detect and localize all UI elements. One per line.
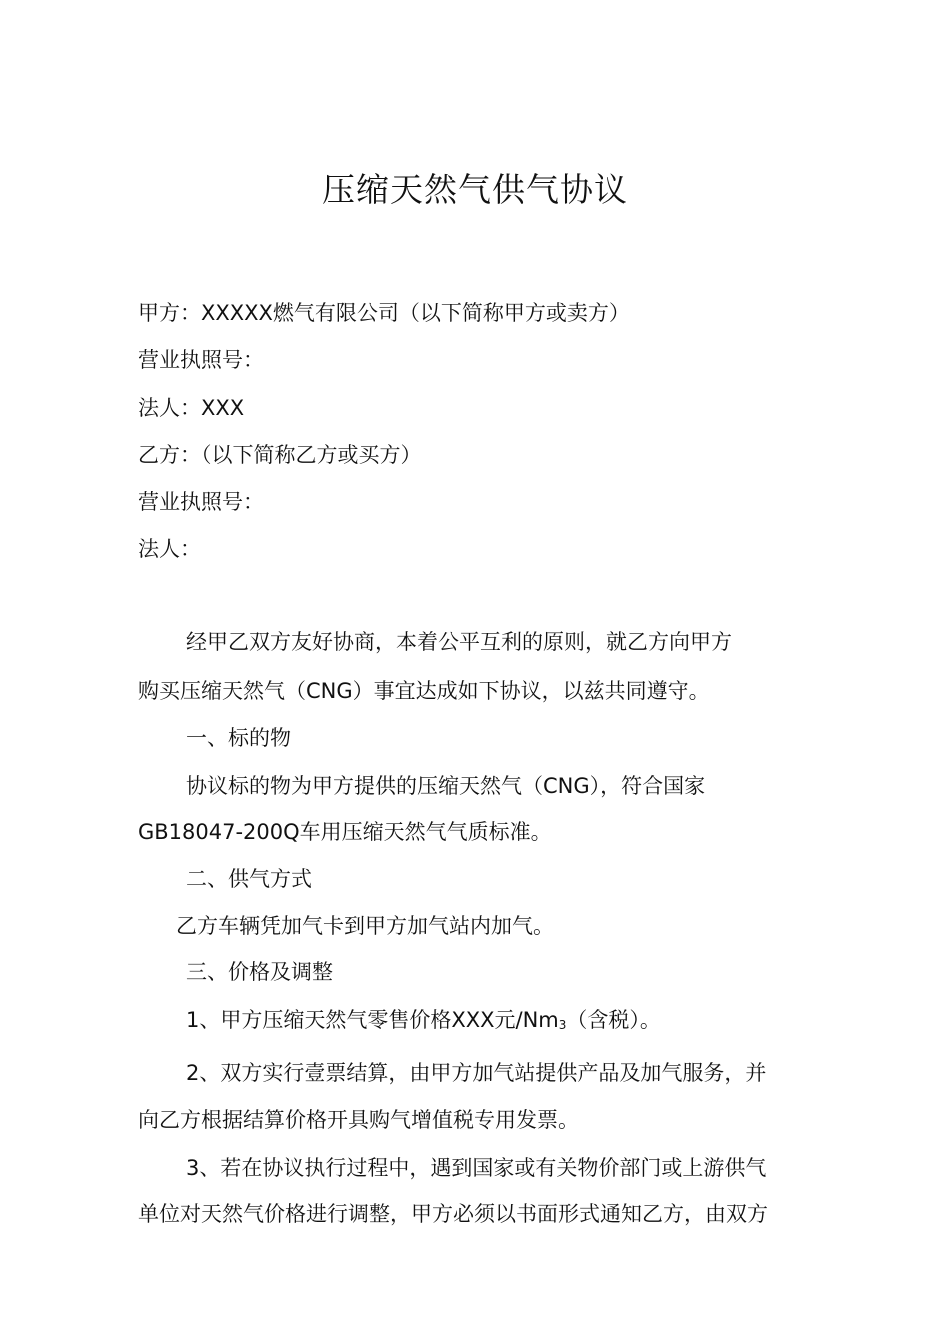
section-3-item-2-line-2: 向乙方根据结算价格开具购气增值税专用发票。 xyxy=(138,1108,579,1132)
party-b-license-line: 营业执照号： xyxy=(138,490,264,514)
section-2-heading: 二、供气方式 xyxy=(186,867,312,891)
unit-subscript: 3 xyxy=(558,1018,567,1032)
section-1-paragraph-line-2: GB18047-200Q车用压缩天然气气质标准。 xyxy=(138,820,552,844)
section-3-item-1-text: 1、甲方压缩天然气零售价格XXX元/Nm xyxy=(186,1008,559,1032)
section-3-item-3-line-2: 单位对天然气价格进行调整，甲方必须以书面形式通知乙方，由双方 xyxy=(138,1202,768,1226)
section-3-heading: 三、价格及调整 xyxy=(186,960,333,984)
section-3-item-1 xyxy=(186,1005,661,1038)
section-3-item-3-line-1: 3、若在协议执行过程中，遇到国家或有关物价部门或上游供气 xyxy=(186,1156,767,1180)
section-1-paragraph-line-1: 协议标的物为甲方提供的压缩天然气（CNG），符合国家 xyxy=(186,774,706,798)
party-b-line: 乙方：（以下简称乙方或买方） xyxy=(138,443,422,467)
party-a-line: 甲方：XXXXX燃气有限公司（以下简称甲方或卖方） xyxy=(138,301,630,325)
party-b-legal-line: 法人： xyxy=(138,537,201,561)
section-1-heading: 一、标的物 xyxy=(186,726,291,750)
party-a-legal-line: 法人：XXX xyxy=(138,396,245,420)
party-a-license-line: 营业执照号： xyxy=(138,348,264,372)
intro-paragraph-line-1: 经甲乙双方友好协商，本着公平互利的原则，就乙方向甲方 xyxy=(186,630,732,654)
section-3-item-1-tail: （含税）。 xyxy=(566,1008,661,1032)
intro-paragraph-line-2: 购买压缩天然气（CNG）事宜达成如下协议，以兹共同遵守。 xyxy=(138,679,710,703)
document-title: 压缩天然气供气协议 xyxy=(322,170,628,209)
section-2-paragraph: 乙方车辆凭加气卡到甲方加气站内加气。 xyxy=(176,914,554,938)
section-3-item-2-line-1: 2、双方实行壹票结算，由甲方加气站提供产品及加气服务，并 xyxy=(186,1061,767,1085)
